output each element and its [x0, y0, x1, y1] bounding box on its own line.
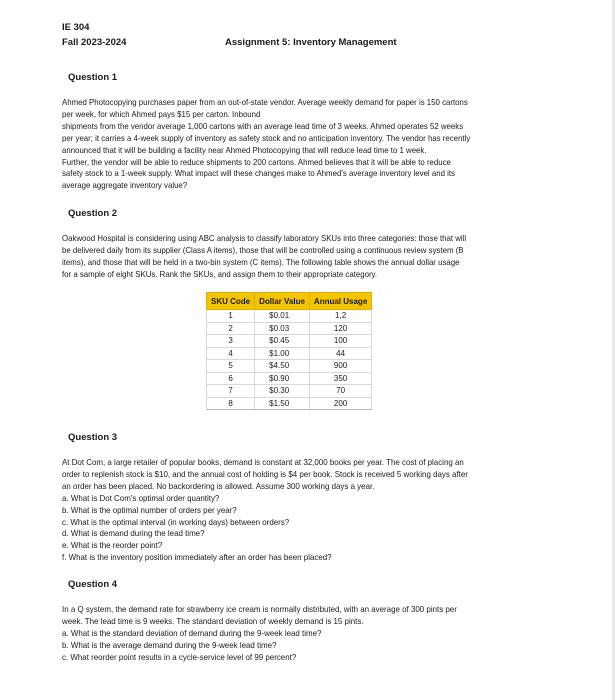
annual-usage-cell: 44 — [309, 347, 371, 360]
dollar-value-cell: $0.01 — [255, 310, 310, 323]
table-row — [207, 385, 372, 398]
column-header-annual-usage: Annual Usage — [309, 293, 371, 310]
text-line: for a sample of eight SKUs. Rank the SKUs, and assign them to their appropriate category. — [62, 269, 378, 279]
dollar-value-cell: $4.50 — [255, 360, 310, 373]
text-line: announced that it will be building a facility near Ahmed Photocopying that will reduce lead time to 1 week. — [62, 145, 427, 155]
question-3-text — [62, 457, 468, 564]
text-line: Ahmed Photocopying purchases paper from an out-of-state vendor. Average weekly demand for paper is 150 cartons — [62, 98, 468, 107]
assignment-title: Assignment 5: Inventory Management — [225, 37, 397, 48]
sku-code-cell: 4 — [207, 347, 255, 360]
table-row — [207, 310, 372, 323]
annual-usage-cell: 1,2 — [309, 310, 371, 323]
dollar-value-cell: $1.00 — [255, 347, 310, 360]
text-line: items), and those that will be held in a two-bin system (C items). The following table shows the annual dollar usage — [62, 257, 460, 267]
table-row — [207, 347, 372, 360]
sku-table — [206, 292, 372, 410]
text-line: average aggregate inventory value? — [62, 181, 188, 191]
annual-usage-cell: 70 — [309, 385, 371, 398]
table-row — [207, 372, 372, 385]
text-line: per week, for which Ahmed pays $15 per carton. Inbound — [62, 109, 261, 119]
annual-usage-cell: 100 — [309, 335, 371, 348]
sku-code-cell: 6 — [207, 372, 255, 385]
sku-code-cell: 5 — [207, 360, 255, 373]
annual-usage-cell: 120 — [309, 322, 371, 335]
table-row — [207, 335, 372, 348]
text-line: be delivered daily from its supplier (Class A items), those that will be controlled using a continuous review system (B — [62, 245, 464, 255]
annual-usage-cell: 200 — [309, 397, 371, 410]
text-line: an order has been placed. No backordering is allowed. Assume 300 working days a year. — [62, 481, 375, 491]
text-line: a. What is the standard deviation of demand during the 9-week lead time? — [62, 628, 322, 638]
text-line: Oakwood Hospital is considering using ABC analysis to classify laboratory SKUs into three categories: those that will — [62, 234, 467, 243]
table-row — [207, 360, 372, 373]
text-line: c. What reorder point results in a cycle-service level of 99 percent? — [62, 652, 297, 662]
text-line: f. What is the inventory position immediately after an order has been placed? — [62, 553, 332, 563]
text-line: c. What is the optimal interval (in working days) between orders? — [62, 517, 290, 527]
sku-code-cell: 7 — [207, 385, 255, 398]
question-2-heading: Question 2 — [68, 208, 118, 219]
column-header-sku-code: SKU Code — [207, 293, 255, 310]
column-header-dollar-value: Dollar Value — [255, 293, 310, 310]
text-line: At Dot Com, a large retailer of popular books, demand is constant at 32,000 books per year. The cost of placing an — [62, 458, 464, 467]
question-4-heading: Question 4 — [68, 579, 118, 590]
dollar-value-cell: $0.03 — [255, 322, 310, 335]
text-line: safety stock to a 1-week supply. What impact will these changes make to Ahmed’s average inventory level and its — [62, 169, 455, 179]
sku-code-cell: 2 — [207, 322, 255, 335]
question-1-text — [62, 97, 470, 192]
table-row — [207, 397, 372, 410]
text-line: In a Q system, the demand rate for strawberry ice cream is normally distributed, with an average of 300 pints per — [62, 605, 457, 614]
term: Fall 2023-2024 — [62, 37, 127, 48]
annual-usage-cell: 900 — [309, 360, 371, 373]
text-line: b. What is the optimal number of orders per year? — [62, 505, 237, 515]
dollar-value-cell: $0.30 — [255, 385, 310, 398]
text-line: shipments from the vendor average 1,000 cartons with an average lead time of 3 weeks. Ahmed operates 52 weeks — [62, 121, 464, 131]
question-2-text — [62, 233, 466, 281]
question-1-heading: Question 1 — [68, 72, 118, 83]
text-line: d. What is demand during the lead time? — [62, 529, 205, 539]
text-line: per year; it carries a 4-week supply of inventory as safety stock and no anticipation inventory. The vendor has recently — [62, 133, 471, 143]
text-line: e. What is the reorder point? — [62, 541, 163, 551]
sku-code-cell: 1 — [207, 310, 255, 323]
text-line: Further, the vendor will be able to reduce shipments to 200 cartons. Ahmed believes that it will be able to reduce — [62, 157, 451, 167]
dollar-value-cell: $1.50 — [255, 397, 310, 410]
sku-code-cell: 3 — [207, 335, 255, 348]
question-3-heading: Question 3 — [68, 432, 118, 443]
table-row — [207, 322, 372, 335]
dollar-value-cell: $0.90 — [255, 372, 310, 385]
course-code: IE 304 — [62, 22, 90, 33]
table-header-row — [207, 293, 372, 310]
text-line: a. What is Dot Com’s optimal order quantity? — [62, 493, 220, 503]
text-line: week. The lead time is 9 weeks. The standard deviation of weekly demand is 15 pints. — [62, 616, 364, 626]
question-4-text — [62, 604, 457, 664]
text-line: order to replenish stock is $10, and the annual cost of holding is $4 per book. Stock is received 5 working days after — [62, 469, 468, 479]
dollar-value-cell: $0.45 — [255, 335, 310, 348]
sku-code-cell: 8 — [207, 397, 255, 410]
annual-usage-cell: 350 — [309, 372, 371, 385]
text-line: b. What is the average demand during the 9-week lead time? — [62, 640, 277, 650]
